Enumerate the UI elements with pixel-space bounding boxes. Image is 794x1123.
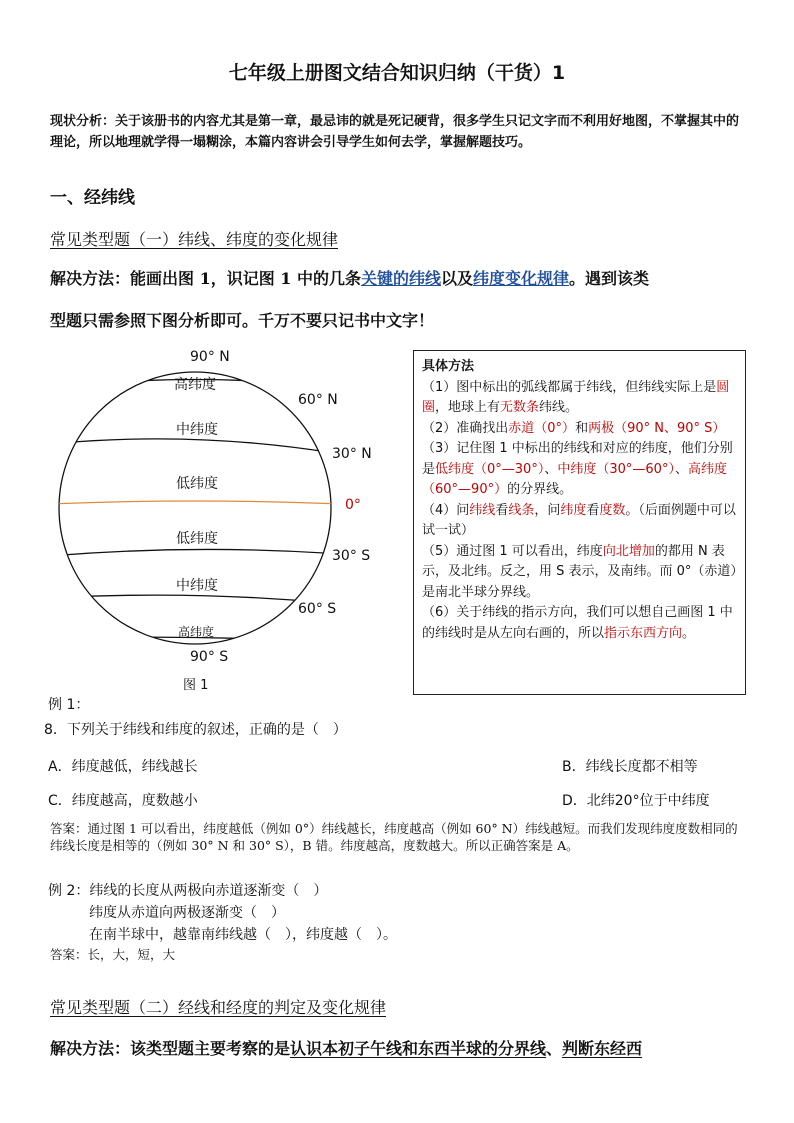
box-highlight: 线条 [508, 502, 535, 518]
method-text: 以及 [441, 269, 474, 288]
box-text: 看 [495, 502, 509, 518]
box-point-1 [422, 378, 739, 419]
box-text: ，地球上有 [435, 400, 501, 415]
label-30n: 30° N [332, 446, 372, 462]
type2-heading: 常见类型题（二）经线和经度的判定及变化规律 [50, 998, 387, 1017]
box-text: 、 [544, 461, 558, 477]
example2-answer: 答案：长，大，短，大 [50, 947, 176, 962]
box-highlight: 纬度 [560, 502, 587, 518]
option-c: C．纬度越高，度数越小 [48, 793, 198, 809]
box-highlight: 向北增加 [602, 543, 655, 559]
box-text: 。（后面例题中可以试一试） [422, 502, 736, 538]
figure-caption: 图 1 [183, 678, 209, 693]
option-b: B．纬线长度都不相等 [562, 759, 698, 775]
box-text: （2）准确找出 [422, 420, 509, 436]
box-text: 和 [575, 420, 589, 436]
box-text: 纬线。 [539, 400, 579, 415]
method-text: 解决方法：该类型题主要考察的是 [50, 1039, 291, 1058]
section-heading: 一、经纬线 [50, 188, 135, 208]
box-highlight: 度数 [599, 502, 626, 518]
zone-low-north: 低纬度 [176, 476, 218, 492]
box-title: 具体方法 [422, 359, 475, 374]
label-60s: 60° S [298, 601, 337, 617]
example2-question-1: 例 2：纬线的长度从两极向赤道逐渐变（ ） [48, 883, 328, 899]
label-90s: 90° S [190, 649, 229, 665]
box-text: （5）通过图 1 可以看出，纬度 [422, 543, 603, 559]
box-highlight: 高纬度（60°—90°） [422, 461, 727, 497]
box-text: 的都用 N 表示，及北纬。反之，用 S 表示，及南纬。而 0°（赤道）是南北半球分界线。 [422, 543, 737, 600]
example1-answer: 答案：通过图 1 可以看出，纬度越低（例如 0°）纬线越长，纬度越高（例如 60° N）纬线越短。而我们发现纬度度数相同的纬线长度是相等的（例如 30° N 和 30° S），B 错。纬度越高，度数越大。所以正确答案是 A。 [50, 821, 738, 853]
box-text: （4）问 [422, 502, 470, 518]
box-point-6 [422, 603, 739, 644]
box-highlight: 赤道（0°） [508, 420, 576, 436]
example2-question-2: 纬度从赤道向两极逐渐变（ ） [89, 905, 285, 921]
method-key-text: 纬度变化规律 [473, 269, 570, 288]
option-a: A．纬度越低，纬线越长 [48, 759, 198, 775]
box-highlight: 纬线 [469, 502, 496, 518]
option-d: D．北纬20°位于中纬度 [562, 793, 710, 809]
box-text: （6）关于纬线的指示方向，我们可以想自己画图 1 中的纬线时是从左向右画的，所以 [422, 605, 733, 641]
type1-method [50, 266, 750, 289]
box-text: （1）图中标出的弧线都属于纬线，但纬线实际上是 [422, 379, 717, 395]
label-30s: 30° S [332, 548, 371, 564]
type1-method-line2: 型题只需参照下图分析即可。千万不要只记书中文字！ [50, 311, 435, 330]
box-highlight: 低纬度（0°—30°） [435, 461, 545, 477]
zone-high-south: 高纬度 [178, 625, 215, 639]
box-highlight: 指示东西方向 [604, 625, 683, 641]
latitude-globe-figure [50, 338, 395, 698]
page-title: 七年级上册图文结合知识归纳（干货）1 [228, 62, 566, 84]
method-key-text: 判断东经西 [562, 1039, 643, 1058]
method-text: 、 [546, 1039, 563, 1058]
box-point-3 [422, 439, 739, 501]
method-key-text: 关键的纬线 [360, 269, 441, 288]
example1-question: 8．下列关于纬线和纬度的叙述，正确的是（ ） [44, 722, 347, 738]
intro-paragraph: 现状分析：关于该册书的内容尤其是第一章，最忌讳的就是死记硬背，很多学生只记文字而不利用好地图，不掌握其中的理论，所以地理就学得一塌糊涂，本篇内容讲会引导学生如何去学，掌握解题技巧。 [50, 114, 740, 150]
label-60n: 60° N [298, 392, 338, 408]
zone-mid-north: 中纬度 [176, 422, 218, 438]
box-point-2 [422, 419, 739, 440]
method-text: 。遇到该类 [569, 269, 650, 288]
method-box [413, 350, 746, 695]
label-90n: 90° N [190, 349, 230, 365]
method-text: 解决方法：能画出图 1，识记图 1 中的几条 [50, 269, 361, 288]
method-key-text: 认识本初子午线和东西半球的分界线 [290, 1039, 547, 1058]
type2-method [50, 1036, 750, 1059]
box-point-5 [422, 542, 739, 604]
box-point-4 [422, 501, 739, 542]
box-text: 、 [674, 461, 688, 477]
label-equator: 0° [345, 497, 361, 513]
box-highlight: 无数条 [500, 400, 540, 415]
box-highlight: 中纬度（30°—60°） [557, 461, 675, 477]
example2-question-3: 在南半球中，越靠南纬线越（ ），纬度越（ ）。 [89, 927, 397, 943]
box-text: （3）记住图 1 中标出的纬线和对应的纬度，他们分别是 [422, 441, 733, 477]
box-text: 看 [586, 502, 600, 518]
globe-outline [59, 372, 331, 644]
zone-high-north: 高纬度 [174, 377, 216, 393]
zone-low-south: 低纬度 [176, 531, 218, 547]
box-highlight: 圆圈 [422, 379, 730, 415]
example1-label: 例 1： [48, 697, 90, 713]
box-highlight: 两极（90° N、90° S） [588, 420, 726, 436]
zone-mid-south: 中纬度 [176, 578, 218, 594]
type1-heading: 常见类型题（一）纬线、纬度的变化规律 [50, 230, 339, 249]
box-text: 。 [682, 625, 696, 641]
box-text: 的分界线。 [507, 482, 573, 497]
box-text: ，问 [534, 502, 561, 518]
